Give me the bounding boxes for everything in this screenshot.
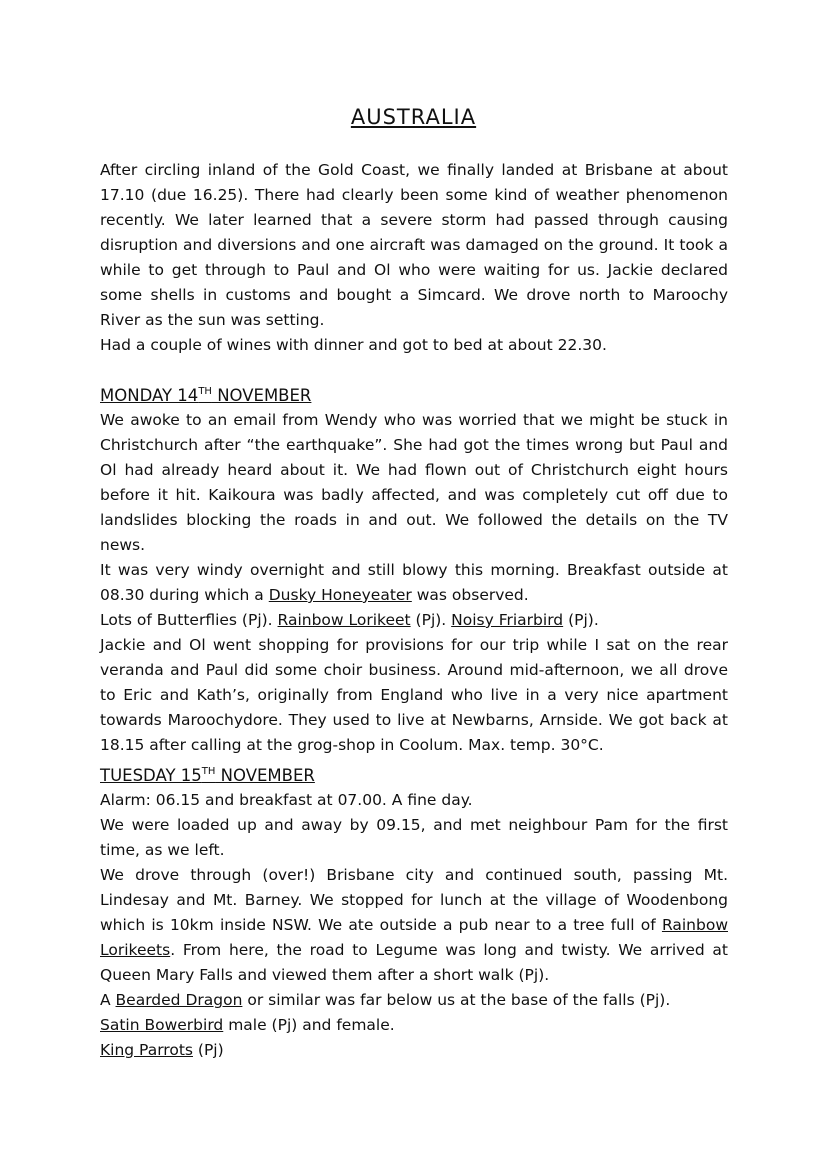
heading-text: NOVEMBER xyxy=(211,386,312,405)
tuesday-line-parrots xyxy=(100,1038,728,1063)
section-heading-monday xyxy=(100,383,728,408)
text-run: (Pj). xyxy=(410,611,452,629)
intro-paragraph: After circling inland of the Gold Coast, we finally landed at Brisbane at about 17.10 (due 16.25). There had clearly been some kind of weather phenomenon recently. We later learned that a severe storm had passed through causing disruption and diversions and one aircraft was damaged on the ground. It took a while to get through to Paul and Ol who were waiting for us. Jackie declared some shells in customs and bought a Simcard. We drove north to Maroochy River as the sun was setting. xyxy=(100,161,728,329)
monday-paragraph-earthquake: We awoke to an email from Wendy who was worried that we might be stuck in Christchurch after “the earthquake”. She had got the times wrong but Paul and Ol had already heard about it. We had flown out of Christchurch eight hours before it hit. Kaikoura was badly affected, and was completely cut off due to landslides blocking the roads in and out. We followed the details on the TV news. xyxy=(100,411,728,554)
text-run: (Pj) xyxy=(192,1041,224,1059)
text-run: . From here, the road to Legume was long and twisty. We arrived at Queen Mary Falls and viewed them after a short walk (Pj). xyxy=(100,941,728,984)
bird-name: Dusky Honeyeater xyxy=(268,586,412,604)
heading-superscript: TH xyxy=(198,386,212,397)
heading-text: MONDAY 14 xyxy=(100,386,199,405)
text-run: male (Pj) and female. xyxy=(223,1016,395,1034)
bird-name: Rainbow Lorikeets xyxy=(100,916,728,959)
tuesday-paragraph-drive xyxy=(100,863,728,988)
bird-name: Rainbow Lorikeet xyxy=(277,611,411,629)
heading-superscript: TH xyxy=(201,766,216,777)
text-run: (Pj). xyxy=(563,611,599,629)
tuesday-paragraph-departure: We were loaded up and away by 09.15, and met neighbour Pam for the first time, as we left. xyxy=(100,816,728,859)
text-run: or similar was far below us at the base of the falls (Pj). xyxy=(242,991,671,1009)
bird-name: Satin Bowerbird xyxy=(100,1016,224,1034)
text-run: A xyxy=(100,991,116,1009)
tuesday-line-dragon xyxy=(100,988,728,1013)
text-run: Lots of Butterflies (Pj). xyxy=(100,611,278,629)
tuesday-line-bowerbird xyxy=(100,1013,728,1038)
tuesday-section xyxy=(100,763,728,1063)
text-run: was observed. xyxy=(411,586,529,604)
heading-text: TUESDAY 15 xyxy=(100,766,202,785)
intro-section xyxy=(100,158,728,358)
heading-text: NOVEMBER xyxy=(215,766,315,785)
text-run: It was very windy overnight and still blowy this morning. Breakfast outside at 08.30 during which a xyxy=(100,561,728,604)
monday-sightings-line xyxy=(100,608,728,633)
animal-name: Bearded Dragon xyxy=(115,991,243,1009)
text-run: We drove through (over!) Brisbane city and continued south, passing Mt. Lindesay and Mt. Barney. We stopped for lunch at the village of Woodenbong which is 10km inside NSW. We ate outside a pub near to a tree full of xyxy=(100,866,728,934)
monday-section xyxy=(100,383,728,758)
tuesday-line-alarm: Alarm: 06.15 and breakfast at 07.00. A fine day. xyxy=(100,791,473,809)
page-title: AUSTRALIA xyxy=(350,105,477,129)
intro-paragraph-dinner: Had a couple of wines with dinner and got to bed at about 22.30. xyxy=(100,336,607,354)
bird-name: Noisy Friarbird xyxy=(451,611,564,629)
monday-paragraph-shopping: Jackie and Ol went shopping for provisions for our trip while I sat on the rear veranda and Paul did some choir business. Around mid-afternoon, we all drove to Eric and Kath’s, originally from England who live in a very nice apartment towards Maroochydore. They used to live at Newbarns, Arnside. We got back at 18.15 after calling at the grog-shop in Coolum. Max. temp. 30°C. xyxy=(100,636,728,754)
monday-paragraph-windy xyxy=(100,558,728,608)
bird-name: King Parrots xyxy=(100,1041,193,1059)
section-heading-tuesday xyxy=(100,763,728,788)
